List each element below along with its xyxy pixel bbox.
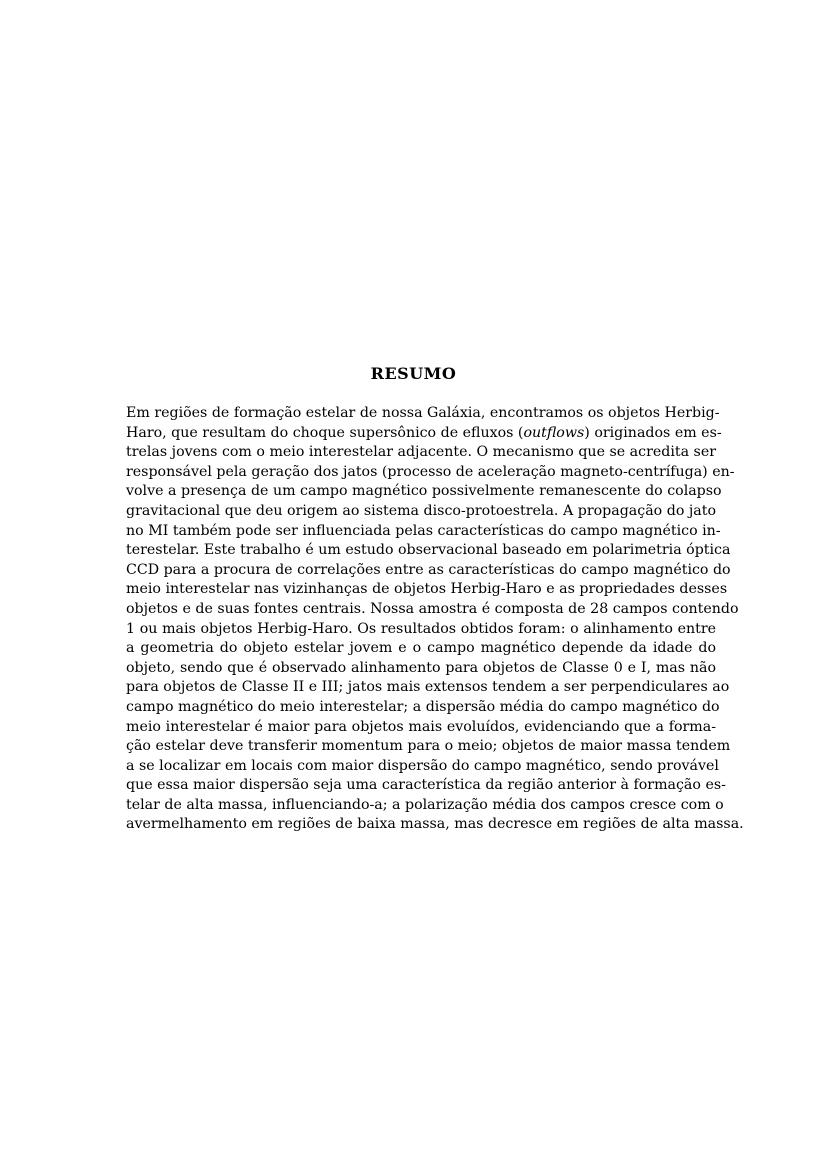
abstract-line: terestelar. Este trabalho é um estudo observacional baseado em polarimetria óptica xyxy=(126,542,731,559)
abstract-line: no MI também pode ser influenciada pelas características do campo magnético in- xyxy=(126,522,721,539)
page-title: RESUMO xyxy=(370,364,457,383)
abstract-line: que essa maior dispersão seja uma característica da região anterior à formação es- xyxy=(126,777,726,794)
abstract-line: volve a presença de um campo magnético possivelmente remanescente do colapso xyxy=(126,483,722,500)
abstract-line: meio interestelar nas vizinhanças de objetos Herbig-Haro e as propriedades desses xyxy=(126,581,728,598)
abstract-line: campo magnético do meio interestelar; a dispersão média do campo magnético do xyxy=(126,698,720,715)
abstract-line: responsável pela geração dos jatos (processo de aceleração magneto-centrífuga) en- xyxy=(126,463,735,480)
abstract-line: para objetos de Classe II e III; jatos mais extensos tendem a ser perpendiculares ao xyxy=(126,679,730,696)
abstract-line: a geometria do objeto estelar jovem e o campo magnético depende da idade do xyxy=(126,640,716,657)
abstract-body xyxy=(126,404,744,835)
abstract-line: objeto, sendo que é observado alinhamento para objetos de Classe 0 e I, mas não xyxy=(126,659,716,676)
abstract-line xyxy=(126,424,722,444)
abstract-line-segment: Haro, que resultam do choque supersônico de efluxos ( xyxy=(126,424,524,441)
abstract-line: a se localizar em locais com maior dispersão do campo magnético, sendo provável xyxy=(126,757,719,774)
abstract-line: meio interestelar é maior para objetos mais evoluídos, evidenciando que a forma- xyxy=(126,718,716,735)
abstract-line: telar de alta massa, influenciando-a; a polarização média dos campos cresce com o xyxy=(126,796,724,813)
abstract-line: avermelhamento em regiões de baixa massa, mas decresce em regiões de alta massa. xyxy=(126,816,744,833)
abstract-line: objetos e de suas fontes centrais. Nossa amostra é composta de 28 campos contendo xyxy=(126,600,739,617)
abstract-line-italic-term: outflows xyxy=(523,424,585,441)
abstract-line: Em regiões de formação estelar de nossa Galáxia, encontramos os objetos Herbig- xyxy=(126,405,720,421)
abstract-line: trelas jovens com o meio interestelar adjacente. O mecanismo que se acredita ser xyxy=(126,444,716,461)
abstract-line: gravitacional que deu origem ao sistema disco-protoestrela. A propagação do jato xyxy=(126,502,716,519)
abstract-line: ção estelar deve transferir momentum para o meio; objetos de maior massa tendem xyxy=(126,738,731,755)
abstract-line: 1 ou mais objetos Herbig-Haro. Os resultados obtidos foram: o alinhamento entre xyxy=(126,620,716,637)
abstract-line-segment: ) originados em es- xyxy=(584,424,722,441)
abstract-line: CCD para a procura de correlações entre as características do campo magnético do xyxy=(126,561,731,578)
